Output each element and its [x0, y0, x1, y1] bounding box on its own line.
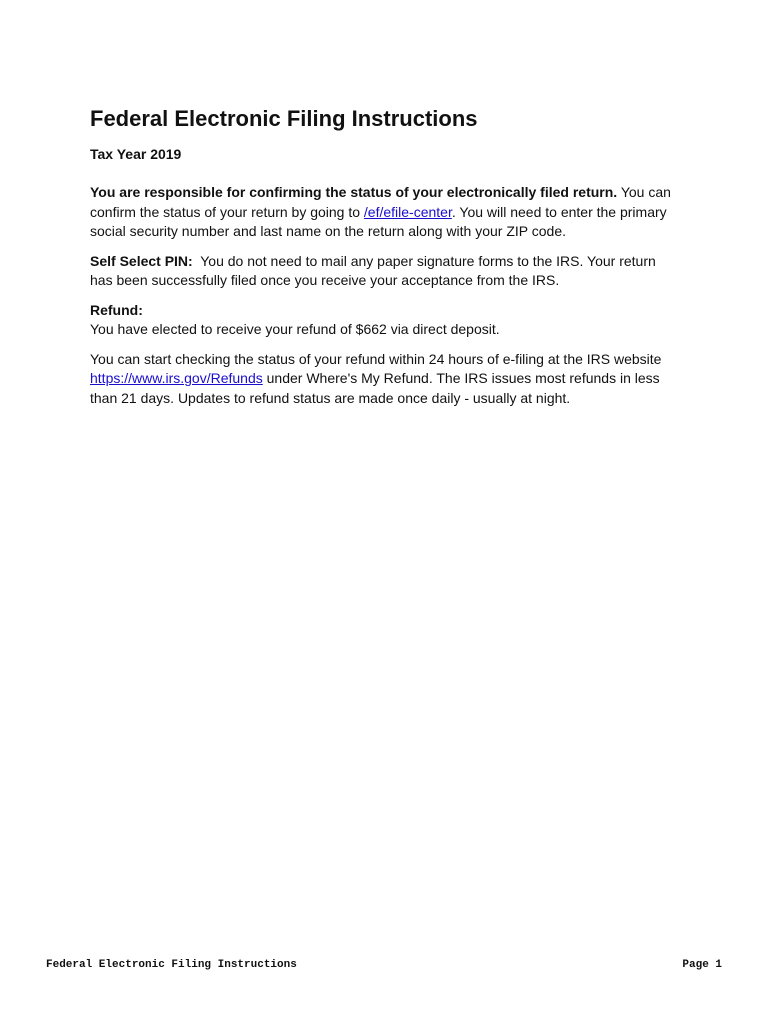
document-body — [90, 104, 680, 408]
refund-paragraph — [90, 301, 680, 340]
status-bold-lead: You are responsible for confirming the status of your electronically filed return. — [90, 184, 618, 200]
refund-label: Refund: — [90, 301, 143, 318]
refund-text: You have elected to receive your refund of $662 via direct deposit. — [90, 321, 500, 337]
status-paragraph — [90, 183, 680, 242]
efile-center-link[interactable]: /ef/efile-center — [363, 203, 452, 220]
page-title: Federal Electronic Filing Instructions — [90, 106, 478, 131]
tax-year: Tax Year 2019 — [90, 146, 182, 162]
check-status-paragraph — [90, 350, 680, 409]
check-status-text-after-link: under Where's My Refund. The IRS issues most refunds in less than 21 days. Updates to refund status are made once daily - usually at night. — [90, 370, 660, 406]
irs-refunds-link[interactable]: https://www.irs.gov/Refunds — [90, 370, 263, 386]
footer-title: Federal Electronic Filing Instructions — [46, 959, 297, 971]
check-status-text-before-link: You can start checking the status of your refund within 24 hours of e-filing at the IRS website — [90, 350, 662, 367]
self-select-pin-label: Self Select PIN: — [90, 252, 193, 269]
status-text-after-link: . You will need to enter the primary social security number and last name on the return along with your ZIP code. — [90, 203, 667, 239]
page-number: Page 1 — [682, 959, 722, 971]
self-select-pin-paragraph — [90, 252, 680, 291]
self-select-pin-text: You do not need to mail any paper signature forms to the IRS. Your return has been successfully filed once you receive your acceptance from the IRS. — [90, 252, 660, 288]
status-text-before-link: You can confirm the status of your return by going to — [90, 184, 671, 220]
